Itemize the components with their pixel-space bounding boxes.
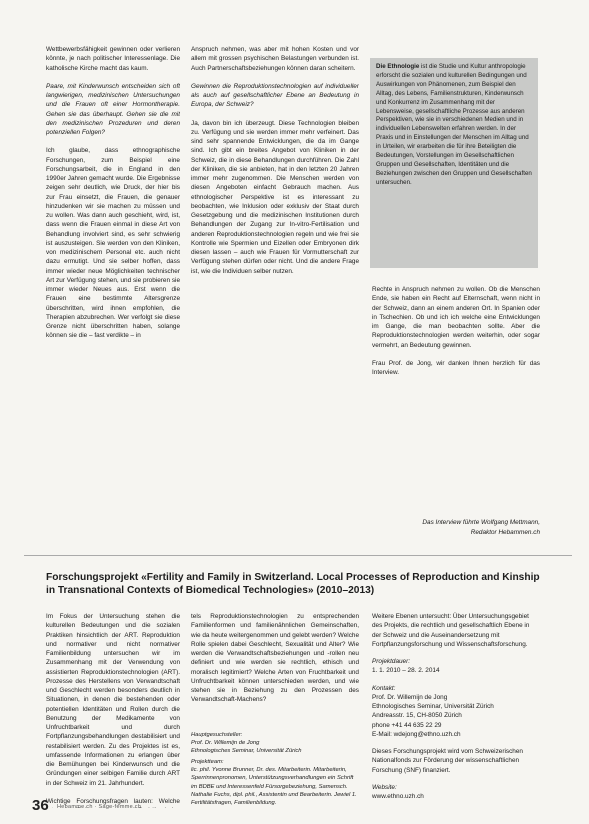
interview-question: Paare, mit Kinderwunsch entscheiden sich oft langwierigen, medizinischen Untersuchungen und die Frauen oft einer Hormontherapie. Gehen sie das überhaupt. Gehen sie die mit den medizinischen Prozeduren und deren potenziellen Folgen? bbox=[46, 82, 180, 136]
ethnology-info-box bbox=[370, 58, 538, 268]
project-lead bbox=[191, 731, 359, 757]
info-box-lead: Die Ethnologie bbox=[376, 63, 420, 70]
contact-line: Andreasstr. 15, CH-8050 Zürich bbox=[372, 712, 462, 720]
footer-text: Hebamme.ch · Sage-femme.ch bbox=[57, 804, 142, 810]
project-contact bbox=[372, 684, 540, 740]
project-team bbox=[191, 758, 359, 810]
interview-column-middle bbox=[191, 45, 359, 543]
website-value: www.ethno.uzh.ch bbox=[372, 793, 424, 800]
project-column-left bbox=[46, 612, 180, 808]
project-aside: Weitere Ebenen untersucht: Über Untersuchungsgebiet des Projekts, die rechtlich und gesellschaftlich Ebene in der Schweiz und die Auseinandersetzung mit Fortpflanzungsforschung und Wissenschaftsforschung. bbox=[372, 613, 530, 648]
page-number: 36 bbox=[32, 797, 49, 814]
paragraph: Anspruch nehmen, was aber mit hohen Kosten und vor allem mit grossen psychischen Belastungen verbunden ist. Auch Partnerschaftsbeziehungen können daran scheitern. bbox=[191, 46, 359, 72]
paragraph: Frau Prof. de Jong, wir danken Ihnen herzlich für das Interview. bbox=[372, 359, 540, 376]
project-lead-label: Hauptgesuchsteller: bbox=[191, 732, 243, 738]
section-divider bbox=[24, 555, 572, 556]
credits-line: Redaktor Hebammen.ch bbox=[470, 528, 540, 536]
project-lead-name: Prof. Dr. Willemijn de Jong bbox=[191, 740, 260, 747]
contact-line: E-Mail: wdejong@ethno.uzh.ch bbox=[372, 730, 461, 738]
project-column-middle bbox=[191, 612, 359, 722]
duration-label: Projektdauer: bbox=[372, 658, 411, 665]
interview-column-right bbox=[372, 285, 540, 543]
paragraph: Ich glaube, dass ethnographische Forschungen, zum Beispiel eine Forschungsarbeit, die in England in den 1990er Jahren gemacht wurde. Die Ergebnisse zeigen sehr deutlich, wie Druck, der hier bis zur Frau einsetzt, die Frauen, die genauer hinzudenken wir sie machen zu müssen und zu wollen. Was dann auch geschieht, wird, ist, dass wenn die Frauen einmal in diese Art von Behandlung involviert sind, es sehr schwierig ist auszusteigen. Sie werden von den Kliniken, von medizinischem Personal etc. auch nicht dazu ermutigt. Und sie selber hoffen, dass immer wieder neue Möglichkeiten technischer Art zur Verfügung stehen, und sie probieren sie immer wieder Neues aus. Erst wenn die Frauen eine bestimmte Altersgrenze überschritten, wird ihnen empfohlen, die Therapien abzubrechen. Wer verfolgt sie diese Grenze nicht überschritten haben, solange können sie die – fast verdikte – in bbox=[46, 147, 180, 340]
website-label: Website: bbox=[372, 783, 397, 791]
paragraph: Im Fokus der Untersuchung stehen die kulturellen Bedeutungen und die sozialen Praktiken hinsichtlich der ART. Reproduktion und normativer und nicht normativer Familienbildung untersuchen wir im Zusammenhang mit der Verwendung von assistierten Reproduktionstechnologien (ART). Prozesse des Herstellens von Verwandtschaft und Geschlecht werden besonders deutlich in Situationen, in denen die bestehenden oder potentiellen Identitäten und Rollen durch die Benutzung der Medikamente von Unfruchtbarkeit und durch Fortpflanzungsbehandlungen destabilisiert und restabilisiert werden. Zu des Projektes ist es, umfassende Informationen zu erlangen über die Bemühungen bei Kinderwunsch und die Gründungen einer selbigen Familie durch ART in der Schweiz im 21. Jahrhundert. bbox=[46, 613, 180, 787]
project-funding: Dieses Forschungsprojekt wird vom Schweizerischen Nationalfonds zur Förderung der wissenschaftlichen Forschung (SNF) finanziert. bbox=[372, 748, 523, 774]
project-website bbox=[372, 783, 540, 802]
project-team-label: Projektteam: bbox=[191, 759, 224, 765]
interview-column-left bbox=[46, 45, 180, 543]
project-title: Forschungsprojekt «Fertility and Family in Switzerland. Local Processes of Reproduction and Kinship in Transnational Contexts of Biomedical Technologies» (2010–2013) bbox=[46, 572, 540, 596]
project-team-text: lic. phil. Yvonne Brunner, Dr. des. Mitarbeiterin. Mitarbeiterin, Sperrinnenpronomen, Unterstützungsverhandlungen ein Schrift im BDBE und Interessenfeld Fürsorgebeziehung, Samensch. Nathalie Fuchs, dipl. phil., Assistentin und Bearbeiterin. Jewiel 1. Fertilitätsfragen, Familienbildung. bbox=[191, 767, 357, 807]
duration-value: 1. 1. 2010 – 28. 2. 2014 bbox=[372, 667, 440, 675]
project-column-right bbox=[372, 612, 540, 808]
project-duration bbox=[372, 657, 540, 676]
contact-line: Ethnologisches Seminar, Universität Zürich bbox=[372, 703, 494, 710]
paragraph: tels Reproduktionstechnologien zu entsprechenden Familienformen und familienähnlichen Gemeinschaften, wie da heute weitergenommen und gelebt werden? Welche Rolle spielen dabei Geschlecht, Sexualität und Alter? Wie werden die Verwandtschaftsbeziehungen und -rollen neu definiert und wie werden sie rechtlich, ethisch und moralisch legitimiert? Welche Arten von Fruchtbarkeit und Unfruchtbarkeit können unterschieden werden, und wie stehen sie in Beziehung zu den Prozessen des Verwandtschaft-Machens? bbox=[191, 613, 359, 704]
paragraph: Ja, davon bin ich überzeugt. Diese Technologien bleiben zu. Verfügung und sie werden immer mehr verfeinert. Das sind sehr spannende Entwicklungen, die da im Gange sind. Ich gibt ein breites Angebot von Kliniken in der Schweiz, die in diese Behandlungen durchführen. Die Zahl der Kliniken, die sie anbieten, hat in den letzten 20 Jahren immer mehr zugenommen. Die Menschen werden von diesen Angeboten einfacht Gebrauch machen. Aus ethnologischer Perspektive ist es interessant zu beobachten, wie Inklusion oder exklusiv der Staat durch Gesetzgebung und die medizinischen Institutionen durch Behandlungen der Zugang zur In-vitro-Fertilisation und anderen Reproduktionstechnologien regeln und wie frei sie Kontrolle wie Spermien und Eizellen oder Embryonen dirk diesen lassen – auch wie Frauen für Vormutterschaft zur Verfügung stehen dürfen oder nicht. Und die andere Frage ist, wie die Individuen selber nutzen. bbox=[191, 119, 359, 275]
contact-label: Kontakt: bbox=[372, 684, 396, 692]
interview-question: Gewinnen die Reproduktionstechnologien auf individueller als auch auf gesellschaftlicher Ebene an Bedeutung in Europa, der Schweiz? bbox=[191, 82, 359, 109]
paragraph: Rechte in Anspruch nehmen zu wollen. Ob die Menschen Ende, sie haben ein Recht auf Elternschaft, wenn nicht in der Schweiz, dann an einem anderen Ort. In Spanien oder in Tschechien. Ob und ich ich welche eine Entwicklungen im Gange, die man beobachten sollte. Aber die Reproduktionstechnologien werden weiterhin, oder sogar vermehrt, an Bedeutung gewinnen. bbox=[372, 286, 540, 349]
contact-line: Prof. Dr. Willemijn de Jong bbox=[372, 693, 448, 701]
info-box-text: ist die Studie und Kultur anthropologie erforscht die sozialen und kulturellen Bedingungen und Auswirkungen von Phänomenen, zum Beispiel den Alltag, des Lebens, Familienstrukturen, Kinderwunsch und Konkurrenz im Zusammenhang mit der Lebensweise, gesellschaftliche Prozesse aus anderen Perspektiven, wie sie in verschiedenen Medien und in individuellen Lebenswelten erfahren werden. In der Praxis und in Einstellungen der Menschen im Alltag und in Urteilen, wir erarbeiten die für ihre Beteiligten die Bedeutungen, Vorstellungen im Gesellschaftlichen Gruppen und Gesellschaften, Identitäten und die Beziehungen zwischen den Gruppen und Gesellschaften untersuchen. bbox=[376, 63, 532, 186]
credits-line: Das Interview führte Wolfgang Mettmann, bbox=[422, 519, 540, 526]
interview-credits bbox=[372, 518, 540, 537]
project-lead-institution: Ethnologisches Seminar, Universität Zürich bbox=[191, 748, 302, 755]
paragraph: Wichtige Forschungsfragen lauten: Welche bbox=[46, 797, 180, 805]
contact-line: phone +41 44 635 22 29 bbox=[372, 721, 442, 729]
paragraph: Wettbewerbsfähigkeit gewinnen oder verlieren könnte, je nach politischer Interessenlage. Die katholische Kirche macht das kaum. bbox=[46, 46, 180, 72]
